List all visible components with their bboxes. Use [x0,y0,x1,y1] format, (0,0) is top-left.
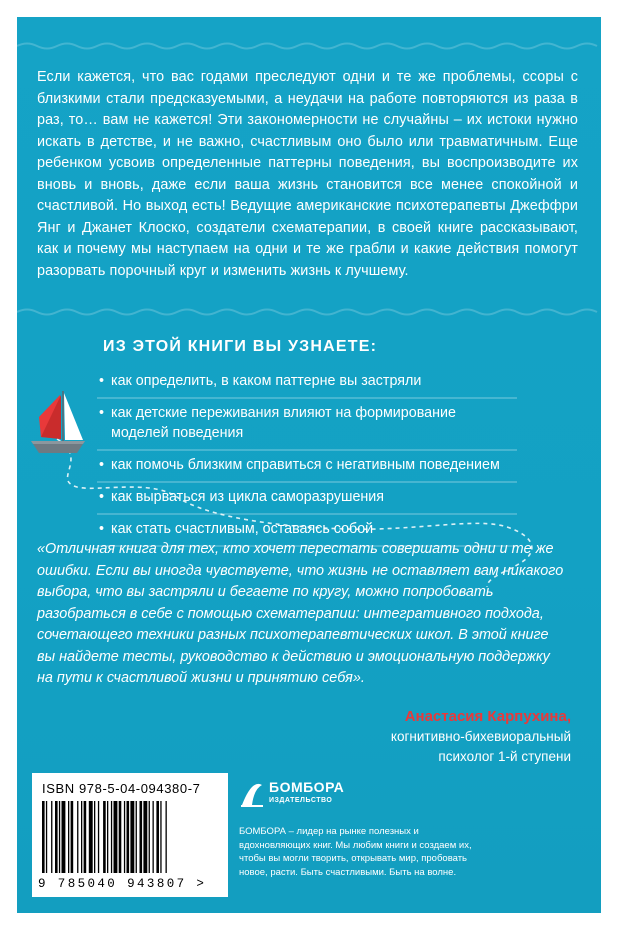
barcode-bar [51,801,52,873]
barcode-bar [77,801,78,873]
barcode-bar [46,801,47,873]
barcode-bar [62,801,66,873]
author-title-line1: когнитивно-бихевиоральный [390,729,571,744]
barcode-bar [59,801,60,873]
barcode-bar [130,801,134,873]
barcode-bar [166,801,167,873]
barcode-bar [111,801,112,873]
barcode-bar [89,801,93,873]
barcode-bar [81,801,82,873]
author-name: Анастасия Карпухина, [404,708,571,725]
barcode-bar [68,801,69,873]
barcode-bar [153,801,154,873]
book-back-cover [17,17,601,913]
barcode-bar [71,801,74,873]
list-item: • как вырваться из цикла саморазрушения [97,483,517,515]
barcode-bar [119,801,122,873]
intro-text: Если кажется, что вас годами преследуют одни и те же проблемы, ссоры с близкими стали предсказуемыми, а неудачи на работе повторяются из раза в раз, то… вам не кажется! Эти закономерности не случайны – их истоки нужно искать в детстве, и не важно, счастливым оно было или травматичным. Еще ребенком усвоив определенные паттерны поведения, вы воспроизводите их вновь и вновь, даже если ваша жизнь становится все менее спокойной и счастливой. Но выход есть! Ведущие американские психотерапевты Джеффри Янг и Джанет Клоско, создатели схематерапии, в своей книге рассказывают, как и почему мы наступаем на одни и те же грабли и какие действия помогут разорвать порочный круг и изменить жизнь к лучшему. [37,69,578,279]
barcode-digits: 9 785040 943807 > [38,877,207,891]
barcode-bar [55,801,58,873]
barcode-bar [156,801,159,873]
isbn-label: ISBN 978-5-04-094380-7 [42,781,201,796]
barcode-bar [98,801,99,873]
barcode-bar [94,801,95,873]
barcode-bar [140,801,143,873]
review-quote: «Отличная книга для тех, кто хочет перестать совершать одни и те же ошибки. Если вы иногда чувствуете, что жизнь не оставляет вам никакого выбора, что вы застряли и бегаете по кругу, можно попробовать разобраться в себе с помощью схематерапии: интегративного подхода, сочетающего техники разных психотерапевтических школ. В этой книге вы найдете тесты, руководство к действию и эмоциональную поддержку на пути к счастливой жизни и принятию себя». [37,541,564,686]
barcode-bar [127,801,130,873]
barcode-bar [114,801,118,873]
barcode-bar [143,801,147,873]
barcode-bar [136,801,137,873]
barcode-bar [124,801,125,873]
list-item: • как помочь близким справиться с негативным поведением [97,451,517,483]
wave-divider [17,41,601,51]
wave-divider [17,307,601,317]
barcode-bar [84,801,87,873]
list-item: • как определить, в каком паттерне вы застряли [97,367,517,399]
publisher-tagline: БОМБОРА – лидер на рынке полезных и вдохновляющих книг. Мы любим книги и создаем их, чтобы вы могли творить, открывать мир, пробовать новое, расти. Быть счастливыми. Быть на волне. [239,826,472,878]
review-author [391,707,571,767]
barcode-bar [160,801,161,873]
barcode-bars [42,801,218,875]
barcode-bar [107,801,108,873]
publisher-logo-icon [239,775,265,809]
barcode-bar [103,801,106,873]
publisher-sub: ИЗДАТЕЛЬСТВО [269,797,333,804]
learn-list [97,367,517,547]
barcode [32,773,228,897]
barcode-bar [42,801,45,873]
publisher-name: БОМБОРА [269,779,345,795]
list-item: • как детские переживания влияют на формирование моделей поведения [97,399,517,451]
list-item: • как стать счастливым, оставаясь собой [97,515,517,547]
learn-heading: ИЗ ЭТОЙ КНИГИ ВЫ УЗНАЕТЕ: [103,338,378,355]
barcode-bar [149,801,150,873]
author-title-line2: психолог 1-й ступени [438,749,571,764]
